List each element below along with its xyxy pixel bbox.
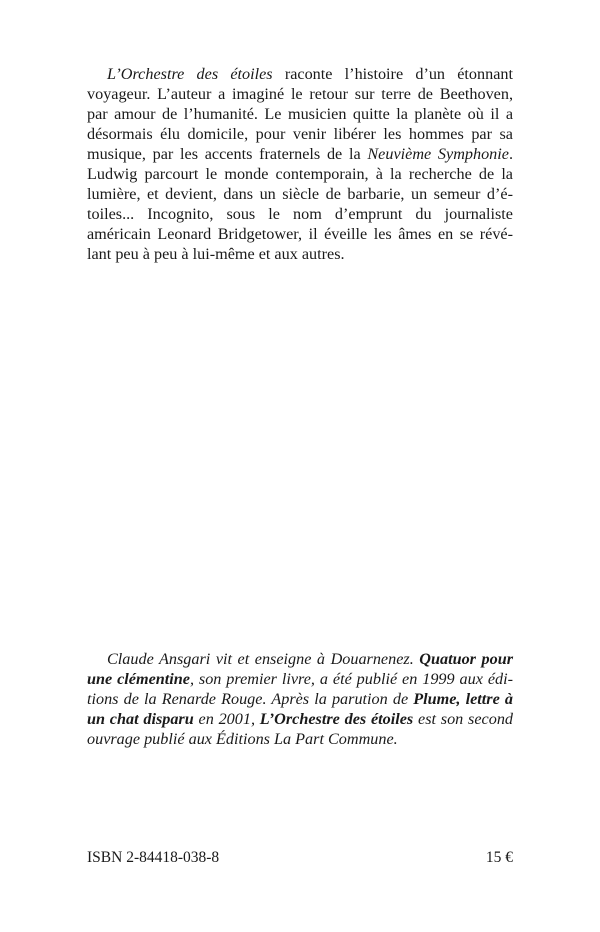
- bio-line: Claude Ansgari vit et enseigne à Douarnenez. Quatuor pour: [107, 650, 514, 668]
- bio-line: ouvrage publié aux Éditions La Part Commune.: [87, 730, 398, 748]
- blurb-line: américain Leonard Bridgetower, il éveille les âmes en se révé-: [87, 225, 513, 243]
- blurb-line: par amour de l’humanité. Le musicien quitte la planète où il a: [87, 105, 513, 123]
- blurb-line: voyageur. L’auteur a imaginé le retour sur terre de Beethoven,: [87, 85, 513, 103]
- bio-line: un chat disparu en 2001, L’Orchestre des étoiles est son second: [87, 710, 514, 728]
- isbn-number: ISBN 2-84418-038-8: [87, 849, 220, 866]
- blurb-line: musique, par les accents fraternels de la Neuvième Symphonie.: [87, 145, 513, 163]
- blurb-line: Ludwig parcourt le monde contemporain, à la recherche de la: [87, 165, 513, 183]
- blurb-line: L’Orchestre des étoiles raconte l’histoire d’un étonnant: [107, 65, 513, 83]
- blurb-line: désormais élu domicile, pour venir libérer les hommes par sa: [87, 125, 513, 143]
- bio-line: tions de la Renarde Rouge. Après la parution de Plume, lettre à: [87, 690, 513, 708]
- bio-line: une clémentine, son premier livre, a été publié en 1999 aux édi-: [87, 670, 513, 688]
- price: 15 €: [485, 849, 513, 866]
- blurb-line: toiles... Incognito, sous le nom d’emprunt du journaliste: [87, 205, 513, 223]
- blurb-line: lumière, et devient, dans un siècle de barbarie, un semeur d’é-: [87, 185, 513, 203]
- blurb-line: lant peu à peu à lui-même et aux autres.: [87, 245, 345, 263]
